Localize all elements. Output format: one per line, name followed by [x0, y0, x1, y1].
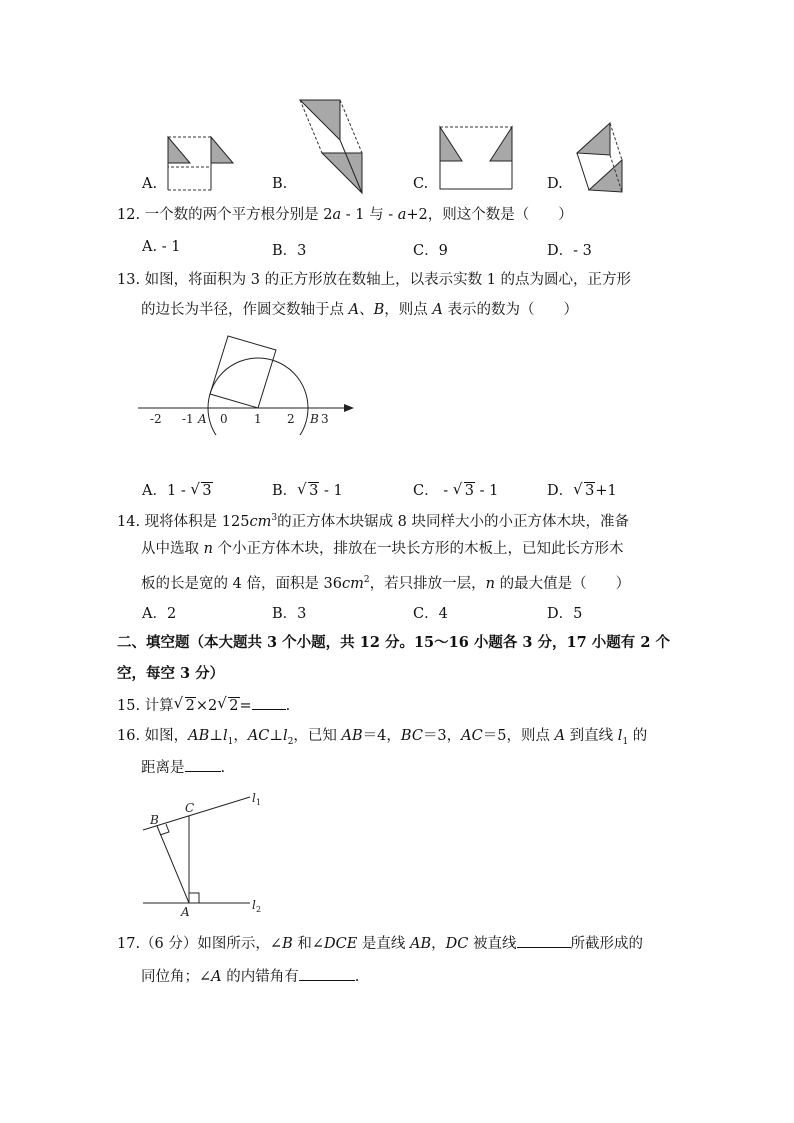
q14-option-d: D．5 — [547, 606, 583, 622]
label-a: A — [181, 905, 190, 919]
square — [210, 336, 276, 408]
q16-figure — [135, 785, 270, 920]
q13-option-d: D． √ 3+1 — [547, 480, 617, 499]
q11-figure-c — [440, 127, 512, 189]
label-l1-subscript: 1 — [256, 798, 262, 807]
section-2-heading-line2: 空，每空 3 分） — [117, 665, 225, 682]
tick-label: 1 — [254, 412, 262, 426]
segment-ab — [157, 826, 189, 903]
tick-label: 2 — [287, 412, 295, 426]
tick-label: -2 — [150, 412, 162, 426]
q13-stem-line2: 的边长为半径，作圆交数轴于点 A、B，则点 A 表示的数为（ ） — [141, 302, 578, 318]
right-angle-a-icon — [189, 893, 199, 903]
q11-figure-d — [577, 123, 622, 192]
q11-option-d: D. — [547, 176, 563, 192]
q11-figure-a — [168, 137, 233, 190]
q12-stem: 12. 一个数的两个平方根分别是 2a - 1 与 - a+2，则这个数是（ ） — [117, 207, 573, 223]
q13-option-a: A．1 - √ 3 — [142, 480, 212, 499]
q11-option-a: A. — [142, 176, 158, 192]
q16-answer-blank[interactable] — [185, 757, 221, 772]
q14-option-c: C．4 — [413, 606, 448, 622]
q11-option-figures — [140, 95, 680, 200]
q17-stem-line2: 同位角；∠A 的内错角有 . — [141, 966, 359, 987]
q12-option-c: C．9 — [413, 243, 448, 259]
q13-number-line-figure — [130, 330, 370, 435]
q15-answer-blank[interactable] — [252, 695, 286, 710]
label-c: C — [185, 801, 195, 815]
q13-option-c: C． - √ 3 - 1 — [413, 480, 499, 499]
q16-stem-line1: 16. 如图，$AB\perp l_1$，$AC\perp l_2$，已知 AB＝4，BC＝3，AC＝5，则点 A 到直线 $l_1$ 的 — [117, 728, 648, 747]
q12-option-a: A. - 1 — [142, 239, 181, 255]
q14-option-a: A．2 — [142, 606, 177, 622]
q14-option-b: B．3 — [272, 606, 307, 622]
label-l1: l — [252, 791, 256, 805]
tick-label: -1 — [182, 412, 194, 426]
q17-answer-blank-2[interactable] — [299, 966, 355, 981]
label-l2: l — [252, 898, 256, 912]
q14-stem-line3: 板的长是宽的 4 倍，面积是 $36cm^2$，若只排放一层，n 的最大值是（ ） — [141, 575, 631, 592]
q11-option-c: C. — [413, 176, 429, 192]
line-l1 — [143, 797, 250, 830]
q15-stem: 15. 计算 √ 2×2 √ 2= . — [117, 694, 291, 714]
q13-option-b: B． √ 3 - 1 — [272, 480, 343, 499]
tick-label: 3 — [321, 412, 329, 426]
point-b-label: B — [310, 412, 319, 426]
q13-stem-line1: 13. 如图，将面积为 3 的正方形放在数轴上，以表示实数 1 的点为圆心，正方形 — [117, 272, 632, 288]
point-a-label: A — [198, 412, 207, 426]
q12-option-b: B．3 — [272, 243, 307, 259]
section-2-heading-line1: 二、填空题（本大题共 3 个小题，共 12 分。15～16 小题各 3 分，17 小题有 2 个 — [117, 634, 670, 651]
q16-stem-line2: 距离是 . — [141, 757, 225, 778]
label-l2-subscript: 2 — [256, 905, 262, 914]
q14-stem-line1: 14. 现将体积是 $125cm^3$的正方体木块锯成 8 块同样大小的小正方体木块，准备 — [117, 513, 630, 530]
q17-stem-line1: 17.（6 分）如图所示，∠B 和∠DCE 是直线 AB，DC 被直线 所截形成的 — [117, 933, 643, 954]
tick-label: 0 — [220, 412, 228, 426]
axis-arrow-icon — [344, 404, 354, 412]
right-angle-b-icon — [160, 824, 169, 835]
q17-answer-blank-1[interactable] — [517, 933, 571, 948]
label-b: B — [150, 813, 159, 827]
q12-option-d: D．- 3 — [547, 243, 592, 259]
q14-stem-line2: 从中选取 n 个小正方体木块，排放在一块长方形的木板上，已知此长方形木 — [141, 541, 624, 557]
q11-option-b: B. — [272, 176, 288, 192]
q11-figure-b — [300, 100, 362, 193]
